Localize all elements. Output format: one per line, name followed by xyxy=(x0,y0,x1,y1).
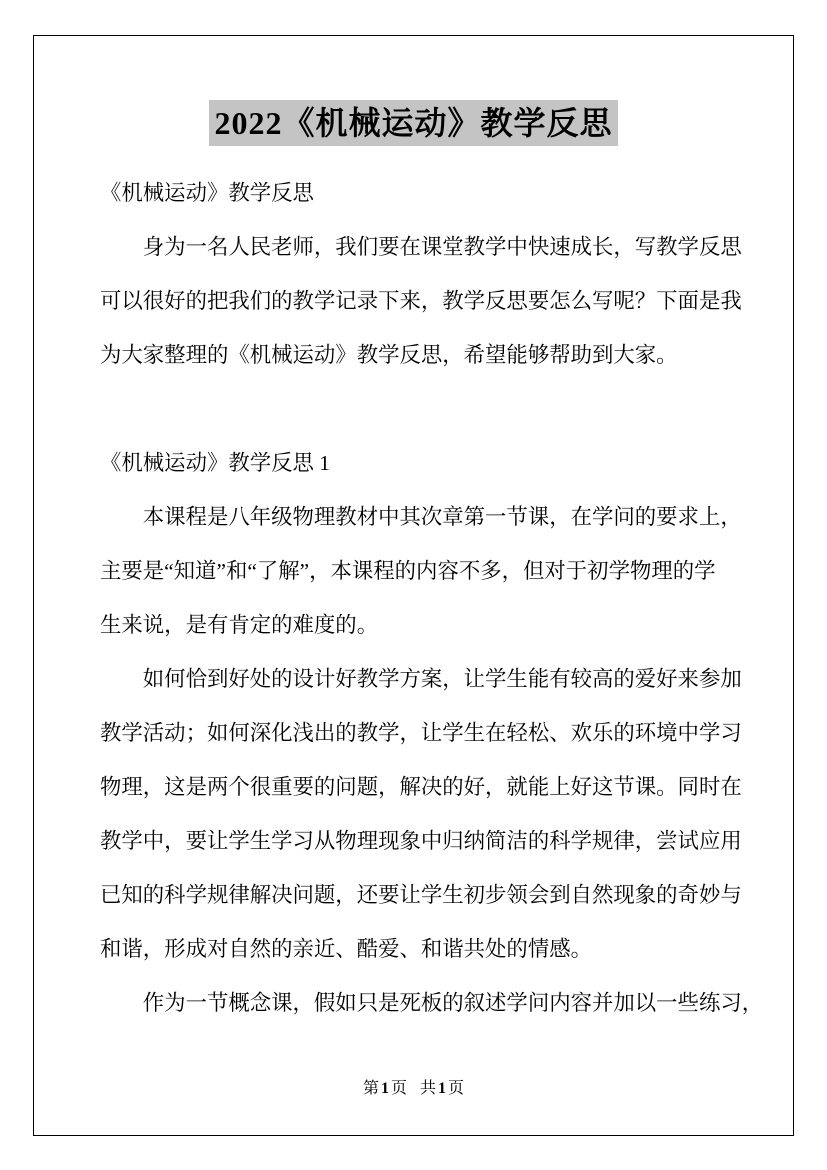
text-line: 已知的科学规律解决问题，还要让学生初步领会到自然现象的奇妙与 xyxy=(100,883,742,907)
document-page xyxy=(33,35,794,1136)
blank-line xyxy=(100,382,750,436)
footer-page-number: 1 xyxy=(380,1080,389,1097)
text-line: 可以很好的把我们的教学记录下来，教学反思要怎么写呢？下面是我 xyxy=(100,289,742,313)
text-line: 《机械运动》教学反思 xyxy=(100,181,314,205)
page-footer xyxy=(34,1080,793,1098)
text-line: 物理，这是两个很重要的问题，解决的好，就能上好这节课。同时在 xyxy=(100,775,742,799)
text-line: 《机械运动》教学反思 1 xyxy=(100,451,330,475)
text-line: 生来说，是有肯定的难度的。 xyxy=(100,613,379,637)
text-line: 作为一节概念课，假如只是死板的叙述学问内容并加以一些练习， xyxy=(100,991,764,1015)
footer-total-suffix: 页 xyxy=(448,1080,465,1097)
text-line: 和谐，形成对自然的亲近、酷爱、和谐共处的情感。 xyxy=(100,937,592,961)
text-line: 本课程是八年级物理教材中其次章第一节课，在学问的要求上， xyxy=(100,505,742,529)
text-line: 教学中，要让学生学习从物理现象中归纳简洁的科学规律，尝试应用 xyxy=(100,829,742,853)
footer-page-prefix: 第 xyxy=(362,1080,379,1097)
footer-page-indicator xyxy=(363,1080,407,1097)
document-title: 2022《机械运动》教学反思 xyxy=(209,100,617,146)
footer-page-suffix: 页 xyxy=(390,1080,407,1097)
text-line: 教学活动；如何深化浅出的教学，让学生在轻松、欢乐的环境中学习 xyxy=(100,721,742,745)
text-line: 为大家整理的《机械运动》教学反思，希望能够帮助到大家。 xyxy=(100,343,678,367)
text-line: 主要是“知道”和“了解”，本课程的内容不多，但对于初学物理的学 xyxy=(100,559,716,583)
document-title-row xyxy=(34,100,793,146)
text-line: 如何恰到好处的设计好教学方案，让学生能有较高的爱好来参加 xyxy=(100,667,742,691)
text-line: 身为一名人民老师，我们要在课堂教学中快速成长，写教学反思 xyxy=(100,235,742,259)
footer-total-prefix: 共 xyxy=(420,1080,437,1097)
footer-total-number: 1 xyxy=(438,1080,447,1097)
footer-total-indicator xyxy=(420,1080,464,1097)
document-body xyxy=(100,166,764,1030)
